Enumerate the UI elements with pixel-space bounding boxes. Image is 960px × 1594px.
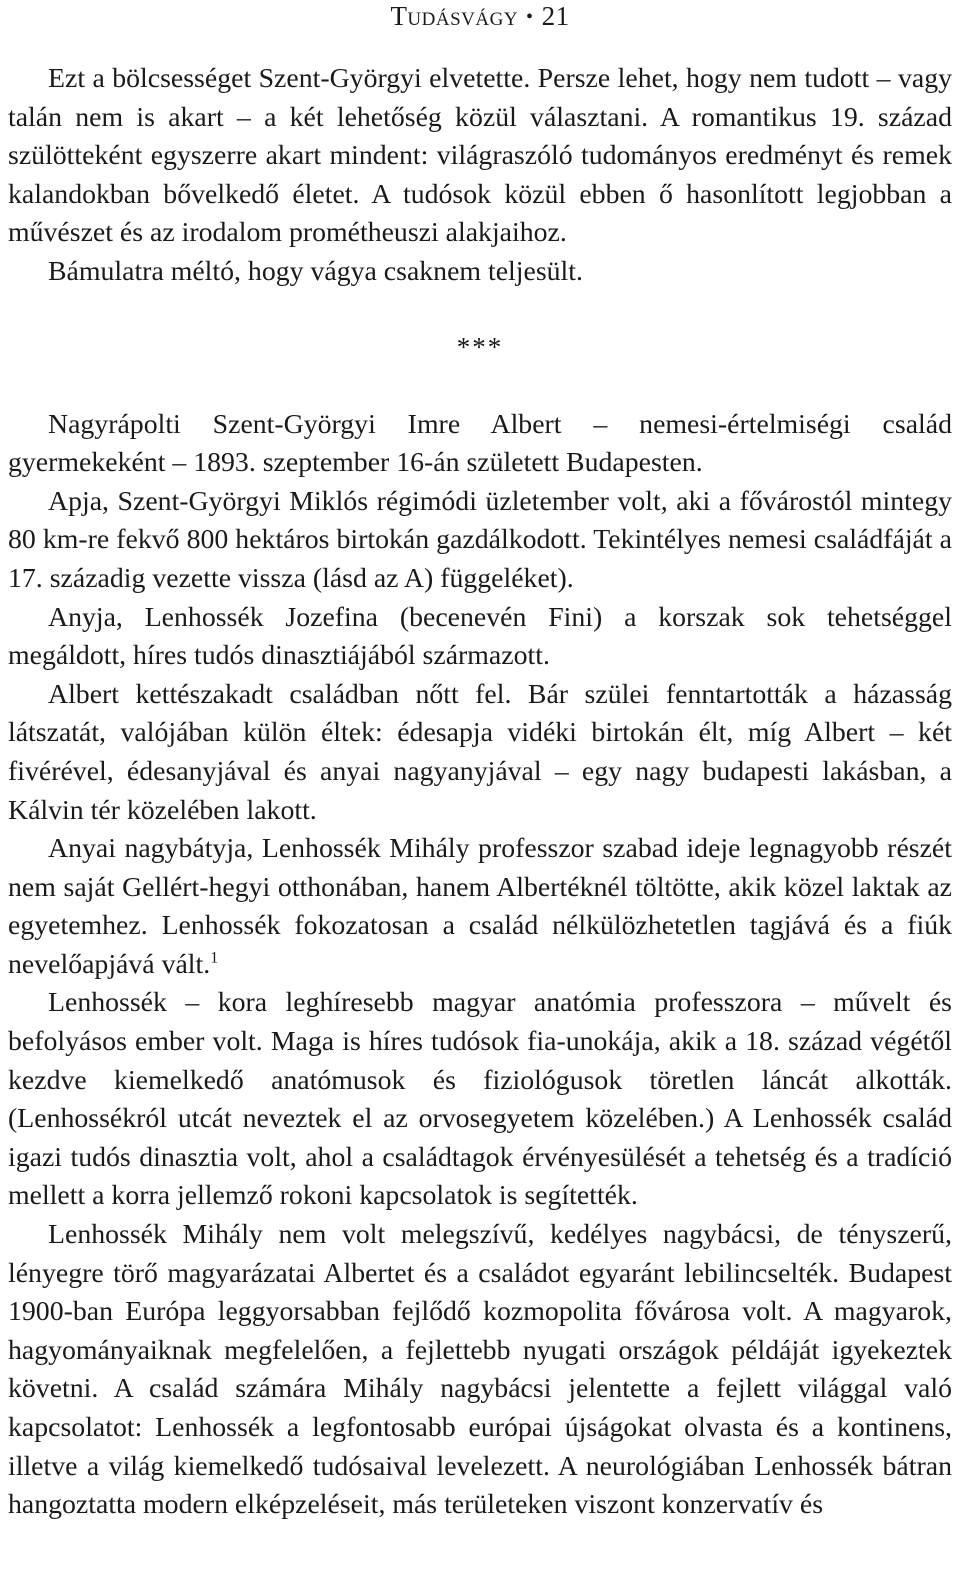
paragraph: Albert kettészakadt családban nőtt fel. Bár szülei fenntartották a házasság látszatát, valójában külön éltek: édesapja vidéki birtokán élt, míg Albert – két fivérével, édesanyjával és anyai nagyanyjával – egy nagy budapesti lakásban, a Kálvin tér közelében lakott. xyxy=(8,678,952,826)
book-page xyxy=(8,0,952,1525)
paragraph: Ezt a bölcsességet Szent-Györgyi elvetette. Persze lehet, hogy nem tudott – vagy talán nem is akart – a két lehetőség közül választani. A romantikus 19. század szülötteként egyszerre akart mindent: világraszóló tudományos eredményt és remek kalandokban bővelkedő életet. A tudósok közül ebben ő hasonlított legjobban a művészet és az irodalom prométheuszi alakjaihoz. xyxy=(8,63,952,249)
paragraph: Lenhossék – kora leghíresebb magyar anatómia professzora – művelt és befolyásos ember volt. Maga is híres tudósok fia-unokája, akik a 18. század végétől kezdve kiemelkedő anatómusok és fiziológusok töretlen láncát alkották. (Lenhossékról utcát neveztek el az orvosegyetem közelében.) A Lenhossék család igazi tudós dinasztia volt, ahol a családtagok érvényesülését a tehetség és a tradíció mellett a korra jellemző rokoni kapcsolatok is segítették. xyxy=(8,987,952,1212)
paragraph-with-footnote xyxy=(8,830,952,984)
page-number: 21 xyxy=(541,1,570,31)
bullet-separator: • xyxy=(526,6,534,28)
paragraph: Nagyrápolti Szent-Györgyi Imre Albert – nemesi-értelmiségi család gyermekeként – 1893. szeptember 16-án született Budapesten. xyxy=(8,408,952,479)
paragraph: Lenhossék Mihály nem volt melegszívű, kedélyes nagybácsi, de tényszerű, lényegre törő magyarázatai Albertet és a családot egyaránt lebilincselték. Budapest 1900-ban Európa leggyorsabban fejlődő kozmopolita fővárosa volt. A magyarok, hagyományaiknak megfelelően, a fejlettebb nyugati országok példáját igyekeztek követni. A család számára Mihály nagybácsi jelentette a fejlett világgal való kapcsolatot: Lenhossék a legfontosabb európai újságokat olvasta és a kontinens, illetve a világ kiemelkedő tudósaival levelezett. A neurológiában Lenhossék bátran hangoztatta modern elképzeléseit, más területeken viszont konzervatív és xyxy=(8,1219,952,1521)
running-head xyxy=(8,0,952,40)
section-break: *** xyxy=(456,331,504,362)
paragraph-text: Anyai nagybátyja, Lenhossék Mihály professzor szabad ideje legnagyobb részét nem saját Gellért-hegyi otthonában, hanem Albertéknél töltötte, akik közel laktak az egyetemhez. Lenhossék fokozatosan a család nélkülözhetetlen tagjává és a fiúk nevelőapjává vált. xyxy=(8,833,952,980)
paragraph: Bámulatra méltó, hogy vágya csaknem teljesült. xyxy=(48,255,583,287)
body-text xyxy=(8,60,952,1525)
paragraph: Apja, Szent-Györgyi Miklós régimódi üzletember volt, aki a fővárostól mintegy 80 km-re fekvő 800 hektáros birtokán gazdálkodott. Tekintélyes nemesi családfáját a 17. századig vezette vissza (lásd az A) függeléket). xyxy=(8,485,952,594)
footnote-marker[interactable]: 1 xyxy=(210,949,219,967)
running-title: Tudásvágy xyxy=(390,1,519,31)
paragraph: Anyja, Lenhossék Jozefina (becenevén Fini) a korszak sok tehetséggel megáldott, híres tudós dinasztiájából származott. xyxy=(8,601,952,672)
